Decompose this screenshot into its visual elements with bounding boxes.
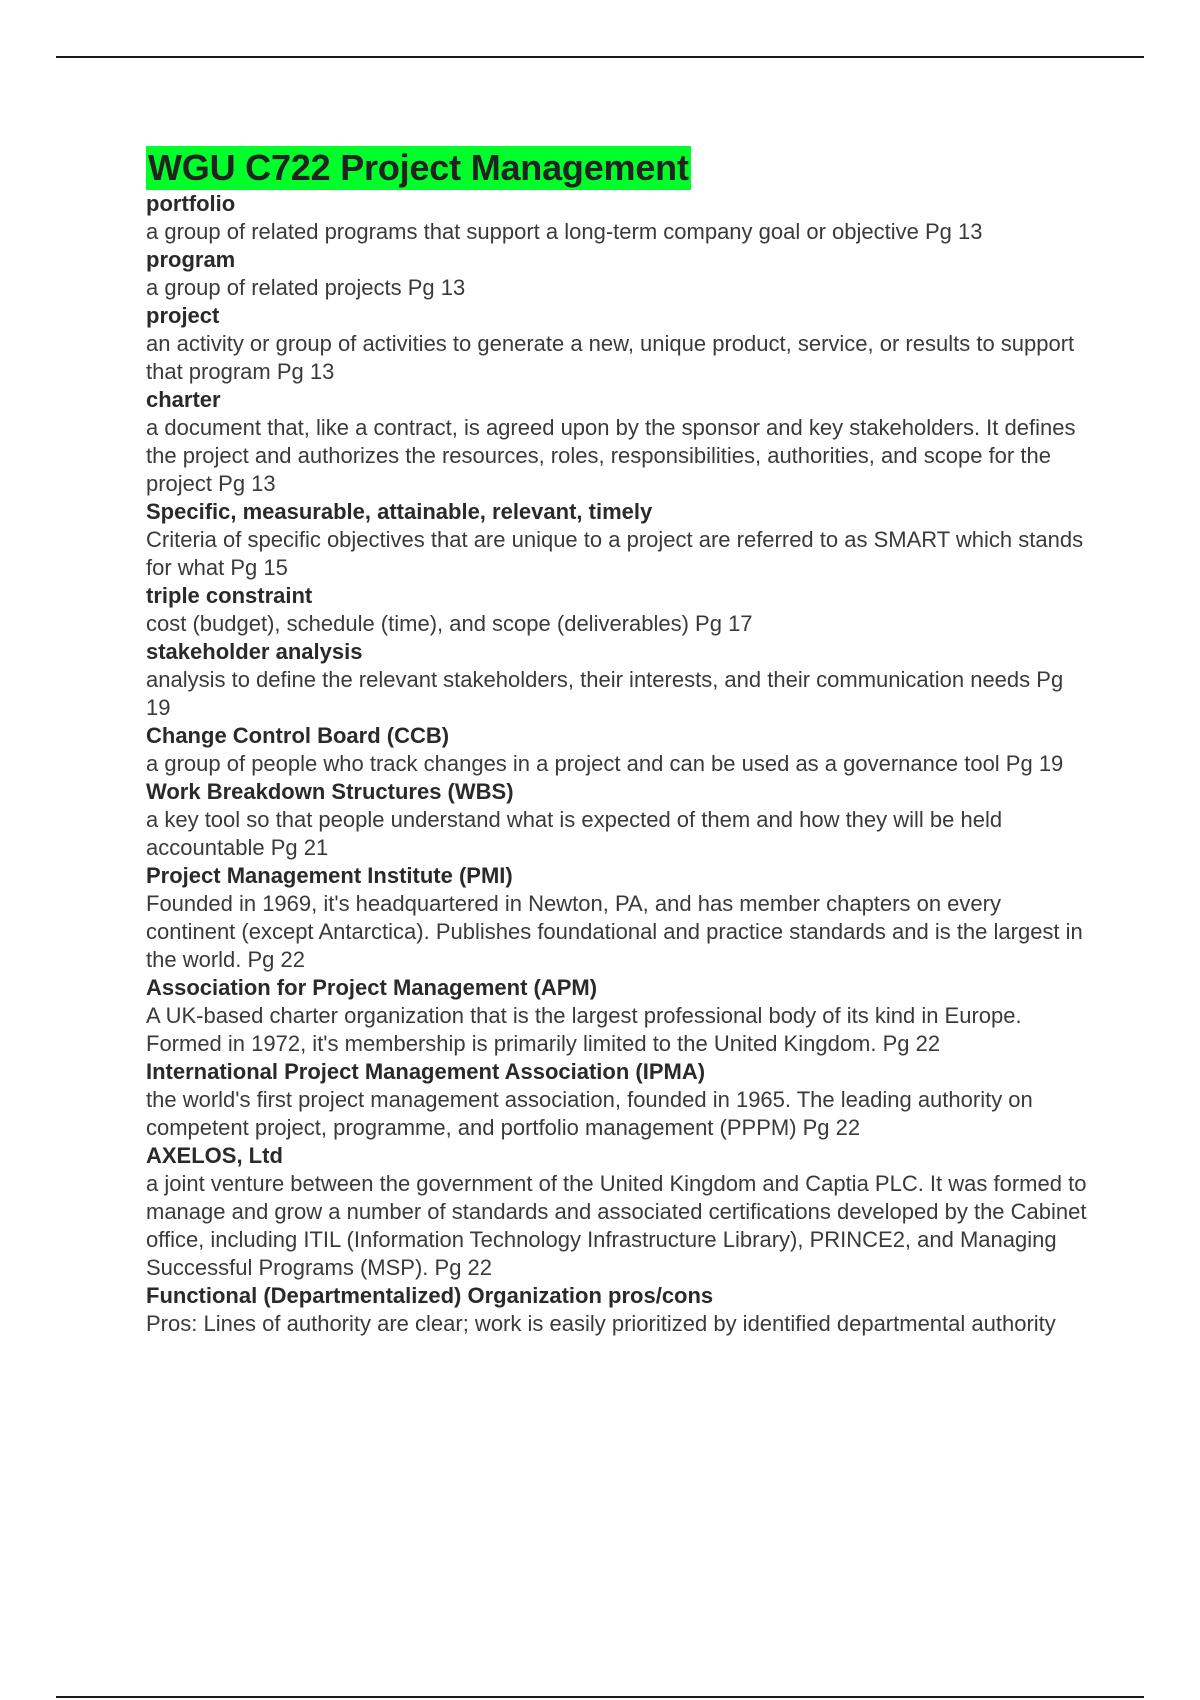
glossary-entry [146,302,1091,386]
glossary-entry [146,582,1091,638]
glossary-entry [146,190,1091,246]
entry-definition: Criteria of specific objectives that are unique to a project are referred to as SMART which stands for what Pg 15 [146,527,1084,580]
entry-term: Functional (Departmentalized) Organization pros/cons [146,1283,714,1308]
entry-term: project [146,303,220,328]
entry-term: International Project Management Association (IPMA) [146,1059,706,1084]
glossary-entry [146,778,1091,862]
entry-term: program [146,247,236,272]
entry-definition: a group of related projects Pg 13 [146,275,466,300]
entry-term: AXELOS, Ltd [146,1143,283,1168]
glossary-entry [146,498,1091,582]
entry-term: charter [146,387,221,412]
entry-definition: the world's first project management association, founded in 1965. The leading authority on competent project, programme, and portfolio management (PPPM) Pg 22 [146,1087,1033,1140]
entry-definition: Founded in 1969, it's headquartered in Newton, PA, and has member chapters on every continent (except Antarctica). Publishes foundational and practice standards and is the largest in the world. Pg 22 [146,891,1083,972]
entry-term: Change Control Board (CCB) [146,723,450,748]
entry-term: Work Breakdown Structures (WBS) [146,779,514,804]
glossary-entry [146,1142,1091,1282]
entry-definition: Pros: Lines of authority are clear; work is easily prioritized by identified departmental authority [146,1311,1056,1336]
entry-definition: an activity or group of activities to generate a new, unique product, service, or results to support that program Pg 13 [146,331,1075,384]
glossary-entry [146,974,1091,1058]
document-title: WGU C722 Project Management [148,147,689,188]
document-body [146,146,1091,1338]
top-divider [56,56,1144,58]
bottom-divider [56,1696,1144,1698]
glossary-entry [146,386,1091,498]
entry-term: portfolio [146,191,236,216]
entry-definition: a group of people who track changes in a project and can be used as a governance tool Pg 19 [146,751,1064,776]
glossary-entry [146,862,1091,974]
entry-term: stakeholder analysis [146,639,363,664]
glossary-entry [146,1282,1091,1338]
entry-definition: a group of related programs that support a long-term company goal or objective Pg 13 [146,219,983,244]
glossary-entry [146,1058,1091,1142]
glossary-entry [146,722,1091,778]
entry-term: Project Management Institute (PMI) [146,863,513,888]
entry-definition: cost (budget), schedule (time), and scope (deliverables) Pg 17 [146,611,753,636]
entry-definition: A UK-based charter organization that is the largest professional body of its kind in Europe. Formed in 1972, it's membership is primarily limited to the United Kingdom. Pg 22 [146,1003,1022,1056]
entry-term: Specific, measurable, attainable, relevant, timely [146,499,653,524]
glossary-entry [146,246,1091,302]
entry-definition: a joint venture between the government of the United Kingdom and Captia PLC. It was formed to manage and grow a number of standards and associated certifications developed by the Cabinet office, including ITIL (Information Technology Infrastructure Library), PRINCE2, and Managing Successful Programs (MSP). Pg 22 [146,1171,1087,1280]
entry-definition: a document that, like a contract, is agreed upon by the sponsor and key stakeholders. It defines the project and authorizes the resources, roles, responsibilities, authorities, and scope for the project Pg 13 [146,415,1076,496]
entry-definition: analysis to define the relevant stakeholders, their interests, and their communication needs Pg 19 [146,667,1064,720]
entry-definition: a key tool so that people understand what is expected of them and how they will be held accountable Pg 21 [146,807,1003,860]
entry-term: triple constraint [146,583,313,608]
entry-term: Association for Project Management (APM) [146,975,598,1000]
glossary-entry [146,638,1091,722]
